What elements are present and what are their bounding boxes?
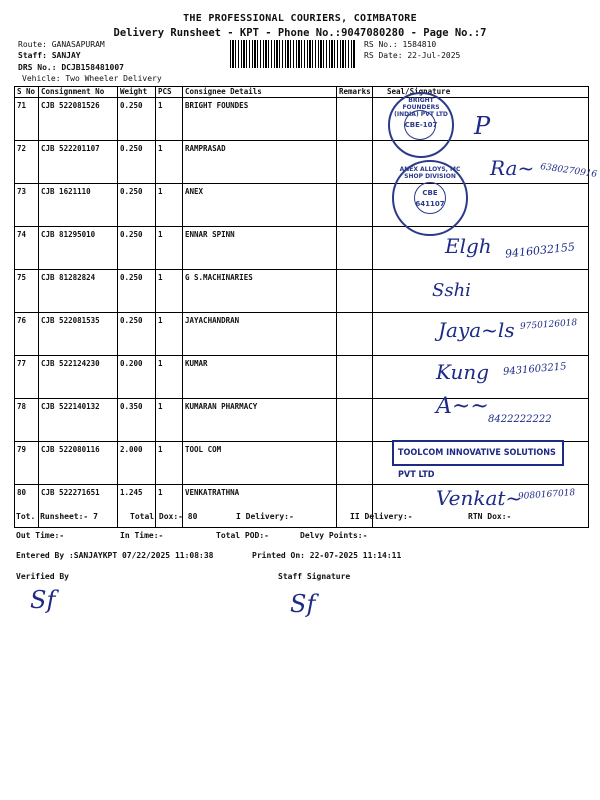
cell-pcs: 1: [156, 98, 183, 141]
cell-weight: 0.250: [118, 141, 156, 184]
cell-remarks: [337, 356, 373, 399]
table-row: [15, 270, 589, 313]
bright-founders-stamp: [388, 92, 454, 158]
signature-77: Kung: [436, 360, 490, 384]
rs-date: RS Date: 22-Jul-2025: [364, 51, 461, 60]
cell-weight: 0.200: [118, 356, 156, 399]
anex-alloys-stamp: [392, 160, 468, 236]
table-header-row: [15, 87, 589, 98]
tot-runsheet: Tot. Runsheet:- 7: [16, 512, 98, 521]
cell-consignee: VENKATRATHNA: [183, 485, 337, 528]
phone-80: 9080167018: [517, 488, 576, 502]
cell-signature: [373, 270, 589, 313]
cell-consignment: CJB 1621110: [39, 184, 118, 227]
col-header-pcs: PCS: [156, 87, 183, 98]
phone-77: 9431603215: [502, 361, 567, 378]
phone-72: 6380270916: [539, 162, 598, 180]
signature-80: Venkat~: [436, 486, 523, 510]
cell-remarks: [337, 227, 373, 270]
toolcom-stamp: TOOLCOM INNOVATIVE SOLUTIONS PVT LTD: [392, 440, 564, 466]
staff-signature-label: Staff Signature: [278, 572, 351, 581]
in-time: In Time:-: [120, 531, 164, 540]
stamp-code: CBE-107: [404, 121, 438, 129]
cell-sno: 77: [15, 356, 39, 399]
cell-consignee: KUMAR: [183, 356, 337, 399]
staff-signature: Sf: [290, 590, 316, 618]
cell-pcs: 1: [156, 270, 183, 313]
cell-remarks: [337, 313, 373, 356]
cell-consignee: KUMARAN PHARMACY: [183, 399, 337, 442]
i-delivery: I Delivery:-: [236, 512, 294, 521]
cell-consignment: CJB 522271651: [39, 485, 118, 528]
cell-consignment: CJB 81282824: [39, 270, 118, 313]
printed-on: Printed On: 22-07-2025 11:14:11: [252, 551, 402, 560]
cell-pcs: 1: [156, 141, 183, 184]
cell-remarks: [337, 442, 373, 485]
cell-sno: 73: [15, 184, 39, 227]
col-header-remarks: Remarks: [337, 87, 373, 98]
stamp-pincode: 641107: [415, 200, 445, 208]
col-header-signature: Seal/Signature: [373, 87, 589, 98]
stamp-ring-text: ANEX ALLOYS, MC SHOP DIVISION: [399, 166, 461, 180]
cell-weight: 0.250: [118, 270, 156, 313]
cell-remarks: [337, 184, 373, 227]
vehicle-label: Vehicle: Two Wheeler Delivery: [22, 74, 162, 83]
phone-78: 8422222222: [488, 414, 552, 425]
cell-consignment: CJB 522081526: [39, 98, 118, 141]
cell-weight: 1.245: [118, 485, 156, 528]
cell-remarks: [337, 270, 373, 313]
verified-by-label: Verified By: [16, 572, 69, 581]
cell-weight: 0.250: [118, 184, 156, 227]
document-subtitle: Delivery Runsheet - KPT - Phone No.:9047080280 - Page No.:7: [113, 27, 487, 39]
entered-by: Entered By :SANJAYKPT 07/22/2025 11:08:38: [16, 551, 214, 560]
cell-weight: 0.250: [118, 98, 156, 141]
cell-consignee: ANEX: [183, 184, 337, 227]
stamp-ring-text: BRIGHT FOUNDERS (INDIA) PVT LTD: [394, 97, 448, 118]
cell-sno: 78: [15, 399, 39, 442]
document-title: THE PROFESSIONAL COURIERS, COIMBATORE: [183, 13, 417, 24]
cell-sno: 71: [15, 98, 39, 141]
col-header-consignee: Consignee Details: [183, 87, 337, 98]
cell-sno: 72: [15, 141, 39, 184]
cell-sno: 80: [15, 485, 39, 528]
cell-remarks: [337, 485, 373, 528]
cell-sno: 75: [15, 270, 39, 313]
cell-consignee: BRIGHT FOUNDES: [183, 98, 337, 141]
stamp-inner-ring: [414, 182, 446, 214]
verified-signature: Sf: [30, 586, 56, 614]
cell-consignee: G S.MACHINARIES: [183, 270, 337, 313]
signature-78: A~~: [436, 394, 489, 419]
table-row: [15, 98, 589, 141]
delvy-points: Delvy Points:-: [300, 531, 368, 540]
staff-label: Staff: SANJAY: [18, 51, 81, 60]
cell-remarks: [337, 141, 373, 184]
signature-75: Sshi: [432, 280, 471, 301]
rs-number: RS No.: 1584810: [364, 40, 437, 49]
cell-pcs: 1: [156, 313, 183, 356]
out-time: Out Time:-: [16, 531, 65, 540]
col-header-consignment: Consignment No: [39, 87, 118, 98]
cell-consignment: CJB 81295010: [39, 227, 118, 270]
cell-weight: 0.250: [118, 313, 156, 356]
rtn-dox: RTN Dox:-: [468, 512, 512, 521]
barcode-image: [230, 40, 355, 68]
cell-consignment: CJB 522201107: [39, 141, 118, 184]
cell-pcs: 1: [156, 399, 183, 442]
cell-remarks: [337, 399, 373, 442]
cell-remarks: [337, 98, 373, 141]
table-row: [15, 184, 589, 227]
cell-consignment: CJB 522140132: [39, 399, 118, 442]
cell-sno: 79: [15, 442, 39, 485]
cell-weight: 0.350: [118, 399, 156, 442]
col-header-weight: Weight: [118, 87, 156, 98]
cell-consignment: CJB 522080116: [39, 442, 118, 485]
cell-pcs: 1: [156, 184, 183, 227]
cell-sno: 74: [15, 227, 39, 270]
phone-76: 9750126018: [519, 318, 578, 332]
cell-pcs: 1: [156, 442, 183, 485]
total-dox: Total Dox:- 80: [130, 512, 198, 521]
cell-consignment: CJB 522081535: [39, 313, 118, 356]
ii-delivery: II Delivery:-: [350, 512, 413, 521]
stamp-code: CBE: [422, 189, 438, 197]
signature-74: Elgh: [445, 234, 492, 258]
cell-pcs: 1: [156, 485, 183, 528]
table-row: [15, 227, 589, 270]
cell-consignee: JAYACHANDRAN: [183, 313, 337, 356]
signature-72: Ra~: [490, 156, 535, 180]
cell-sno: 76: [15, 313, 39, 356]
cell-consignment: CJB 522124230: [39, 356, 118, 399]
total-pod: Total POD:-: [216, 531, 269, 540]
phone-74: 9416032155: [504, 240, 576, 261]
cell-pcs: 1: [156, 227, 183, 270]
cell-pcs: 1: [156, 356, 183, 399]
signature-76: Jaya~ls: [438, 318, 515, 342]
col-header-sno: S No: [15, 87, 39, 98]
signature-71: P: [474, 112, 491, 140]
cell-weight: 0.250: [118, 227, 156, 270]
route-label: Route: GANASAPURAM: [18, 40, 105, 49]
cell-consignee: RAMPRASAD: [183, 141, 337, 184]
cell-consignee: ENNAR SPINN: [183, 227, 337, 270]
cell-consignee: TOOL COM: [183, 442, 337, 485]
cell-weight: 2.000: [118, 442, 156, 485]
table-row: [15, 356, 589, 399]
drs-number: DRS No.: DCJB158481007: [18, 63, 124, 72]
